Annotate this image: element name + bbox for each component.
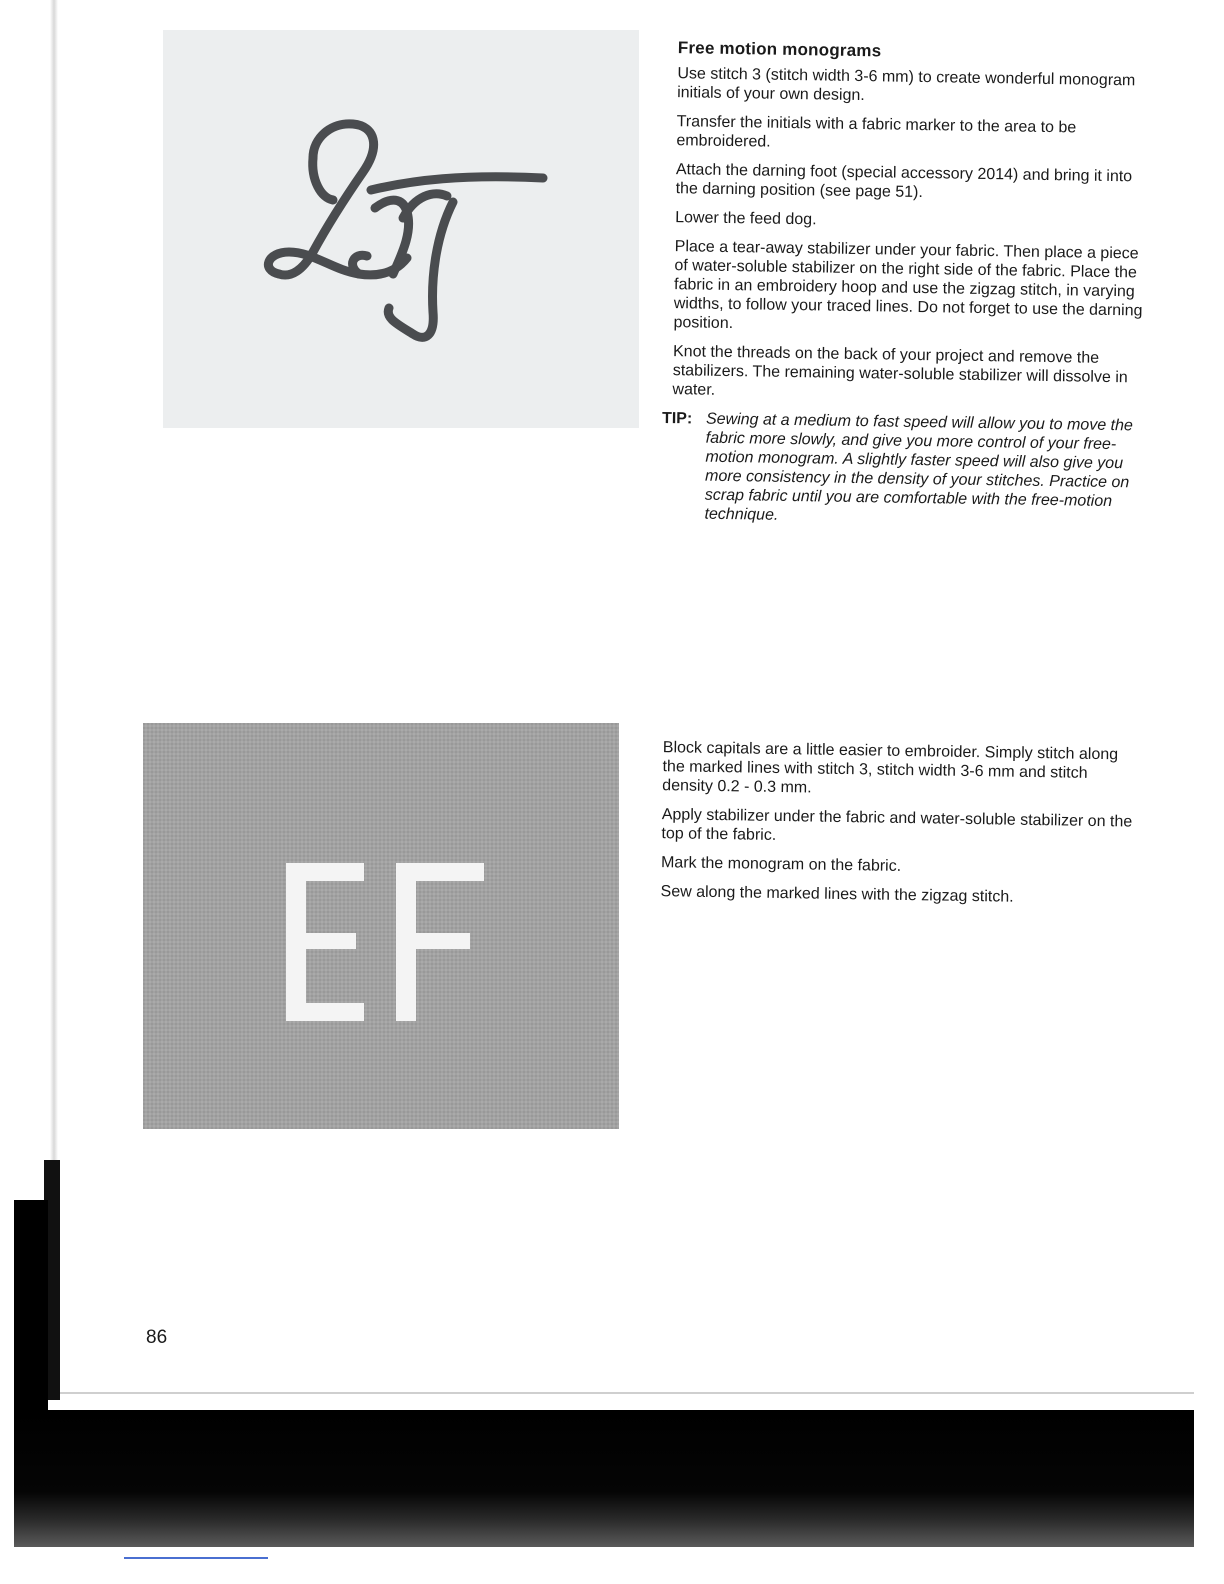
paragraph: Knot the threads on the back of your project and remove the stabilizers. The remaining water-soluble stabilizer will dissolve in water.: [672, 343, 1128, 399]
paragraph: Attach the darning foot (special accessory 2014) and bring it into the darning position (see page 51).: [675, 161, 1133, 202]
paragraph: Mark the monogram on the fabric.: [660, 854, 902, 875]
page-number: 86: [146, 1327, 168, 1348]
scanner-background: [14, 1410, 1194, 1547]
tip-box: [660, 409, 1148, 531]
paragraph: Transfer the initials with a fabric marker to the area to be embroidered.: [676, 113, 1077, 151]
script-monogram-illustration: [163, 30, 639, 428]
tip-text: Sewing at a medium to fast speed will allow you to move the fabric more slowly, and give you more control of your free-motion monogram. A slightly faster speed will also give you more consistency in the density of your stitches. Practice on scrap fabric until you are comfortable with the free-motion technique.: [704, 410, 1133, 524]
block-monogram-photo: [143, 723, 619, 1129]
block-letters-ef-illustration: [143, 723, 619, 1129]
paragraph: Place a tear-away stabilizer under your fabric. Then place a piece of water-soluble stabilizer on the right side of the fabric. Place the fabric in an embroidery hoop and use the zigzag stitch, in varying widths, to follow your traced lines. Do not forget to use the darning position.: [673, 238, 1143, 333]
scan-artifact-line: [124, 1557, 268, 1559]
paragraph: Block capitals are a little easier to embroider. Simply stitch along the marked lines with stitch 3, stitch width 3-6 mm and stitch density 0.2 - 0.3 mm.: [662, 739, 1119, 797]
free-motion-monograms-section: [660, 38, 1154, 531]
binding-shadow: [14, 1200, 48, 1420]
paragraph: Sew along the marked lines with the zigzag stitch.: [660, 883, 1014, 906]
block-capitals-section: [650, 738, 1139, 919]
tip-label: TIP:: [661, 409, 693, 428]
paragraph: Apply stabilizer under the fabric and water-soluble stabilizer on the top of the fabric.: [661, 806, 1133, 844]
paragraph: Use stitch 3 (stitch width 3-6 mm) to create wonderful monogram initials of your own design.: [677, 65, 1136, 105]
script-monogram-photo: [163, 30, 639, 428]
page-bottom-edge: [60, 1392, 1194, 1394]
paragraph: Lower the feed dog.: [675, 209, 817, 229]
section-heading: Free motion monograms: [677, 38, 882, 61]
